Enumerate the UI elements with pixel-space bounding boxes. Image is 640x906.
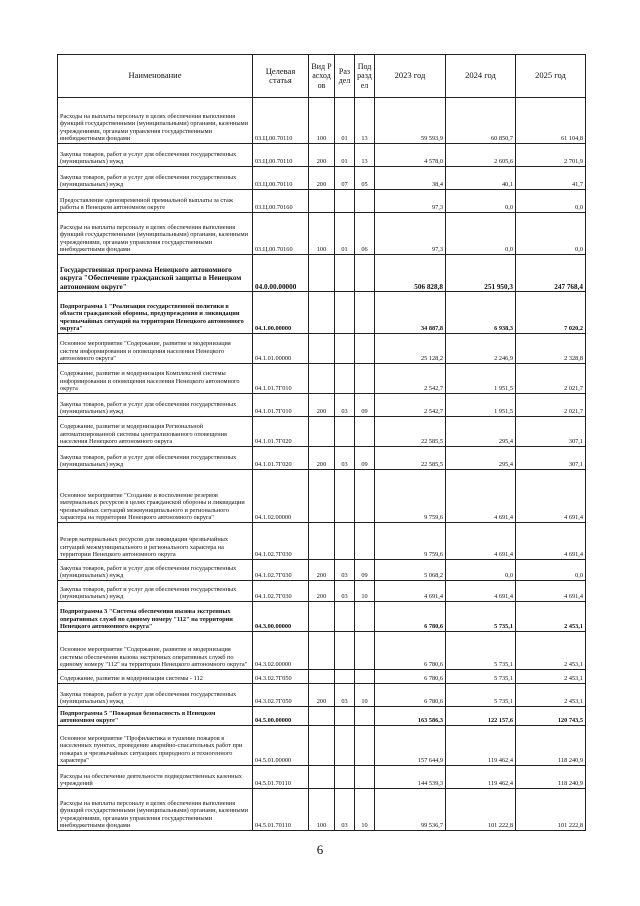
row-amount-2024: 251 950,3 — [446, 255, 516, 292]
row-name: Закупка товаров, работ и услуг для обеспечения государственных (муниципальных) нужд — [58, 581, 253, 602]
row-name: Закупка товаров, работ и услуг для обеспечения государственных (муниципальных) нужд — [58, 394, 253, 417]
row-name: Предоставление единовременной премиальной выплаты за стаж работы в Ненецком автономном округе — [58, 190, 253, 213]
row-name: Закупка товаров, работ и услуг для обеспечения государственных (муниципальных) нужд — [58, 684, 253, 707]
row-subsection — [355, 602, 375, 632]
row-name: Подпрограмма 5 "Пожарная безопасность в Ненецком автономном округе" — [58, 707, 253, 726]
row-target-article: 04.5.01.70110 — [253, 766, 309, 789]
row-amount-2025: 2 328,8 — [516, 334, 586, 364]
row-amount-2025: 2 453,1 — [516, 670, 586, 684]
row-amount-2024: 119 462,4 — [446, 766, 516, 789]
row-target-article: 03.Ц.00.70110 — [253, 98, 309, 144]
table-body — [58, 98, 586, 831]
row-amount-2023: 22 585,5 — [375, 447, 446, 470]
table-row — [58, 447, 586, 470]
table-row — [58, 364, 586, 394]
row-amount-2024: 4 691,4 — [446, 470, 516, 523]
header-target-article: Целевая статья — [253, 55, 309, 98]
row-expense-type — [309, 292, 335, 334]
row-expense-type: 200 — [309, 560, 335, 581]
row-amount-2024: 1 951,5 — [446, 364, 516, 394]
row-amount-2025: 118 240,9 — [516, 766, 586, 789]
row-amount-2025: 247 768,4 — [516, 255, 586, 292]
header-section: Раздел — [335, 55, 355, 98]
row-subsection: 09 — [355, 560, 375, 581]
row-amount-2023: 38,4 — [375, 167, 446, 190]
row-subsection — [355, 632, 375, 670]
row-subsection — [355, 670, 375, 684]
row-subsection — [355, 470, 375, 523]
row-name: Расходы на выплаты персоналу в целях обеспечения выполнения функций государственными (муниципальными) органами, казенными учреждениями, органами управления государственными внебюджетными фондами — [58, 98, 253, 144]
row-target-article: 04.5.01.70110 — [253, 789, 309, 831]
table-row — [58, 523, 586, 560]
row-target-article: 04.3.00.00000 — [253, 602, 309, 632]
row-amount-2025: 0,0 — [516, 560, 586, 581]
row-target-article: 04.1.02.7Г030 — [253, 560, 309, 581]
row-section — [335, 632, 355, 670]
row-subsection — [355, 523, 375, 560]
table-header-row — [58, 55, 586, 98]
table-row — [58, 766, 586, 789]
row-name: Основное мероприятие "Содержание, развитие и модернизация системы обеспечения вызова экстренных оперативных служб по единому номеру "112" на территории Ненецкого автономного округа" — [58, 632, 253, 670]
table-row — [58, 560, 586, 581]
row-amount-2024: 40,1 — [446, 167, 516, 190]
row-amount-2024: 101 222,8 — [446, 789, 516, 831]
row-amount-2024: 0,0 — [446, 560, 516, 581]
header-name: Наименование — [58, 55, 253, 98]
row-amount-2025: 61 104,8 — [516, 98, 586, 144]
row-subsection: 13 — [355, 144, 375, 167]
row-amount-2023: 6 780,6 — [375, 670, 446, 684]
row-amount-2024: 5 735,1 — [446, 670, 516, 684]
row-section: 03 — [335, 684, 355, 707]
row-amount-2025: 4 691,4 — [516, 470, 586, 523]
row-target-article: 03.Ц.00.70110 — [253, 144, 309, 167]
row-target-article: 04.1.00.00000 — [253, 292, 309, 334]
row-subsection — [355, 726, 375, 766]
row-expense-type: 200 — [309, 167, 335, 190]
row-target-article: 03.Ц.00.70160 — [253, 213, 309, 255]
row-amount-2023: 6 780,6 — [375, 632, 446, 670]
row-name: Основное мероприятие "Создание и восполнение резервов материальных ресурсов в целях гражданской обороны и ликвидации чрезвычайных ситуаций межмуниципального и регионального характера на территории Ненецкого автономного округа" — [58, 470, 253, 523]
row-name: Закупка товаров, работ и услуг для обеспечения государственных (муниципальных) нужд — [58, 560, 253, 581]
page-number: 6 — [316, 842, 324, 857]
row-section: 01 — [335, 144, 355, 167]
row-amount-2023: 2 542,7 — [375, 364, 446, 394]
row-amount-2025: 41,7 — [516, 167, 586, 190]
row-name: Содержание, развитие и модернизация Комплексной системы информирования и оповещения населения Ненецкого автономного округа — [58, 364, 253, 394]
budget-table — [57, 54, 586, 831]
row-amount-2025: 2 453,1 — [516, 632, 586, 670]
row-amount-2025: 307,1 — [516, 417, 586, 447]
row-amount-2025: 2 453,1 — [516, 684, 586, 707]
row-subsection: 05 — [355, 167, 375, 190]
row-target-article: 04.1.01.00000 — [253, 334, 309, 364]
row-subsection — [355, 255, 375, 292]
row-amount-2024: 5 735,1 — [446, 684, 516, 707]
row-expense-type — [309, 707, 335, 726]
row-name: Содержание, развитие и модернизация системы - 112 — [58, 670, 253, 684]
row-expense-type: 200 — [309, 394, 335, 417]
row-section — [335, 417, 355, 447]
table-row — [58, 417, 586, 447]
row-expense-type — [309, 364, 335, 394]
row-amount-2023: 97,3 — [375, 213, 446, 255]
row-expense-type — [309, 602, 335, 632]
row-amount-2023: 4 691,4 — [375, 581, 446, 602]
table-row — [58, 581, 586, 602]
row-section — [335, 726, 355, 766]
row-amount-2025: 0,0 — [516, 213, 586, 255]
row-expense-type — [309, 255, 335, 292]
header-subsection: Подраздел — [355, 55, 375, 98]
table-row — [58, 789, 586, 831]
row-section — [335, 766, 355, 789]
row-amount-2024: 5 735,1 — [446, 632, 516, 670]
row-subsection — [355, 364, 375, 394]
table-row — [58, 292, 586, 334]
row-expense-type — [309, 726, 335, 766]
row-section — [335, 707, 355, 726]
row-section — [335, 334, 355, 364]
row-name: Расходы на выплаты персоналу в целях обеспечения выполнения функций государственными (муниципальными) органами, казенными учреждениями, органами управления государственными внебюджетными фондами — [58, 789, 253, 831]
row-amount-2024: 295,4 — [446, 447, 516, 470]
row-amount-2025: 307,1 — [516, 447, 586, 470]
row-expense-type — [309, 190, 335, 213]
row-expense-type — [309, 470, 335, 523]
row-subsection: 09 — [355, 447, 375, 470]
row-amount-2023: 157 644,9 — [375, 726, 446, 766]
row-section: 03 — [335, 789, 355, 831]
table-row — [58, 213, 586, 255]
row-amount-2023: 5 068,2 — [375, 560, 446, 581]
row-subsection: 10 — [355, 789, 375, 831]
row-section — [335, 190, 355, 213]
row-subsection — [355, 707, 375, 726]
row-amount-2025: 101 222,8 — [516, 789, 586, 831]
row-name: Расходы на обеспечение деятельности подведомственных казенных учреждений — [58, 766, 253, 789]
row-section: 03 — [335, 447, 355, 470]
row-name: Подпрограмма 1 "Реализация государственной политики в области гражданской обороны, предупреждения и ликвидации чрезвычайных ситуаций на территории Ненецкого автономного округа" — [58, 292, 253, 334]
row-amount-2023: 97,3 — [375, 190, 446, 213]
row-amount-2025: 4 691,4 — [516, 523, 586, 560]
row-amount-2025: 2 453,1 — [516, 602, 586, 632]
row-name: Закупка товаров, работ и услуг для обеспечения государственных (муниципальных) нужд — [58, 167, 253, 190]
row-subsection: 13 — [355, 98, 375, 144]
table-row — [58, 255, 586, 292]
row-name: Подпрограмма 3 "Система обеспечения вызова экстренных оперативных служб по единому номеру "112" на территории Ненецкого автономного округа" — [58, 602, 253, 632]
row-subsection — [355, 190, 375, 213]
row-expense-type: 200 — [309, 144, 335, 167]
row-name: Государственная программа Ненецкого автономного округа "Обеспечение гражданской защиты в Ненецком автономном округе" — [58, 255, 253, 292]
row-expense-type: 200 — [309, 581, 335, 602]
row-expense-type — [309, 523, 335, 560]
row-amount-2025: 7 020,2 — [516, 292, 586, 334]
table-row — [58, 602, 586, 632]
header-year-2025: 2025 год — [516, 55, 586, 98]
row-section: 01 — [335, 98, 355, 144]
header-expense-type: Вид Расходов — [309, 55, 335, 98]
row-expense-type: 100 — [309, 213, 335, 255]
row-subsection — [355, 292, 375, 334]
row-expense-type: 200 — [309, 447, 335, 470]
table-row — [58, 98, 586, 144]
row-target-article: 04.3.02.00000 — [253, 632, 309, 670]
row-expense-type — [309, 417, 335, 447]
row-amount-2023: 9 759,6 — [375, 470, 446, 523]
row-target-article: 04.3.02.7Г050 — [253, 684, 309, 707]
row-target-article: 03.Ц.00.70160 — [253, 190, 309, 213]
row-amount-2025: 118 240,9 — [516, 726, 586, 766]
row-amount-2024: 60 850,7 — [446, 98, 516, 144]
row-amount-2023: 99 536,7 — [375, 789, 446, 831]
row-amount-2025: 2 021,7 — [516, 364, 586, 394]
row-section: 07 — [335, 167, 355, 190]
row-section — [335, 364, 355, 394]
row-name: Основное мероприятие "Содержание, развитие и модернизация систем информирования и оповещения населения Ненецкого автономного округа" — [58, 334, 253, 364]
row-section — [335, 670, 355, 684]
row-name: Расходы на выплаты персоналу в целях обеспечения выполнения функций государственными (муниципальными) органами, казенными учреждениями, органами управления государственными внебюджетными фондами — [58, 213, 253, 255]
row-amount-2023: 4 578,0 — [375, 144, 446, 167]
row-section — [335, 255, 355, 292]
header-year-2023: 2023 год — [375, 55, 446, 98]
row-amount-2023: 506 828,8 — [375, 255, 446, 292]
row-expense-type — [309, 334, 335, 364]
row-name: Основное мероприятие "Профилактика и тушение пожаров в населенных пунктах, проведение аварийно-спасательных работ при пожарах и чрезвычайных ситуациях природного и техногенного характера" — [58, 726, 253, 766]
row-amount-2025: 0,0 — [516, 190, 586, 213]
table-row — [58, 707, 586, 726]
row-amount-2024: 1 951,5 — [446, 394, 516, 417]
row-section: 03 — [335, 560, 355, 581]
row-subsection: 10 — [355, 684, 375, 707]
row-amount-2023: 6 780,6 — [375, 684, 446, 707]
row-target-article: 04.3.02.7Г050 — [253, 670, 309, 684]
header-year-2024: 2024 год — [446, 55, 516, 98]
row-section: 03 — [335, 581, 355, 602]
row-amount-2023: 59 593,9 — [375, 98, 446, 144]
row-amount-2023: 25 128,2 — [375, 334, 446, 364]
row-target-article: 04.5.00.00000 — [253, 707, 309, 726]
table-row — [58, 394, 586, 417]
table-row — [58, 684, 586, 707]
row-amount-2023: 163 586,3 — [375, 707, 446, 726]
table-row — [58, 190, 586, 213]
row-target-article: 04.1.01.7Г020 — [253, 447, 309, 470]
row-section: 03 — [335, 394, 355, 417]
row-amount-2023: 34 887,8 — [375, 292, 446, 334]
row-target-article: 04.1.02.00000 — [253, 470, 309, 523]
row-section — [335, 470, 355, 523]
row-expense-type: 100 — [309, 789, 335, 831]
row-target-article: 04.1.02.7Г030 — [253, 581, 309, 602]
row-target-article: 04.1.01.7Г010 — [253, 364, 309, 394]
row-target-article: 03.Ц.00.70110 — [253, 167, 309, 190]
row-subsection — [355, 766, 375, 789]
row-subsection — [355, 334, 375, 364]
row-target-article: 04.5.01.00000 — [253, 726, 309, 766]
table-row — [58, 632, 586, 670]
row-expense-type: 200 — [309, 684, 335, 707]
row-amount-2024: 0,0 — [446, 213, 516, 255]
row-name: Закупка товаров, работ и услуг для обеспечения государственных (муниципальных) нужд — [58, 144, 253, 167]
row-amount-2023: 9 759,6 — [375, 523, 446, 560]
row-amount-2023: 6 780,6 — [375, 602, 446, 632]
table-row — [58, 470, 586, 523]
row-amount-2025: 4 691,4 — [516, 581, 586, 602]
row-expense-type: 100 — [309, 98, 335, 144]
row-target-article: 04.1.01.7Г010 — [253, 394, 309, 417]
row-amount-2024: 0,0 — [446, 190, 516, 213]
row-amount-2025: 2 021,7 — [516, 394, 586, 417]
row-target-article: 04.0.00.00000 — [253, 255, 309, 292]
row-amount-2024: 2 605,6 — [446, 144, 516, 167]
row-section — [335, 292, 355, 334]
row-subsection: 06 — [355, 213, 375, 255]
row-expense-type — [309, 670, 335, 684]
table-row — [58, 334, 586, 364]
row-name: Резерв материальных ресурсов для ликвидации чрезвычайных ситуаций межмуниципального и регионального характера на территории Ненецкого автономного округа — [58, 523, 253, 560]
row-section — [335, 602, 355, 632]
row-name: Содержание, развитие и модернизация Региональной автоматизированной системы централизованного оповещения населения Ненецкого автономного округа — [58, 417, 253, 447]
row-amount-2024: 4 691,4 — [446, 581, 516, 602]
row-expense-type — [309, 766, 335, 789]
row-expense-type — [309, 632, 335, 670]
row-amount-2024: 295,4 — [446, 417, 516, 447]
row-amount-2024: 119 462,4 — [446, 726, 516, 766]
row-amount-2023: 2 542,7 — [375, 394, 446, 417]
table-row — [58, 670, 586, 684]
row-amount-2023: 144 539,3 — [375, 766, 446, 789]
row-target-article: 04.1.01.7Г020 — [253, 417, 309, 447]
row-amount-2024: 5 735,1 — [446, 602, 516, 632]
table-row — [58, 144, 586, 167]
row-amount-2024: 122 157,6 — [446, 707, 516, 726]
row-amount-2024: 2 246,9 — [446, 334, 516, 364]
row-subsection: 10 — [355, 581, 375, 602]
row-amount-2025: 2 701,9 — [516, 144, 586, 167]
row-amount-2023: 22 585,5 — [375, 417, 446, 447]
row-amount-2025: 120 743,5 — [516, 707, 586, 726]
table-row — [58, 167, 586, 190]
row-amount-2024: 4 691,4 — [446, 523, 516, 560]
row-subsection — [355, 417, 375, 447]
row-target-article: 04.1.02.7Г030 — [253, 523, 309, 560]
row-section: 01 — [335, 213, 355, 255]
row-amount-2024: 6 938,3 — [446, 292, 516, 334]
row-subsection: 09 — [355, 394, 375, 417]
row-section — [335, 523, 355, 560]
table-row — [58, 726, 586, 766]
row-name: Закупка товаров, работ и услуг для обеспечения государственных (муниципальных) нужд — [58, 447, 253, 470]
